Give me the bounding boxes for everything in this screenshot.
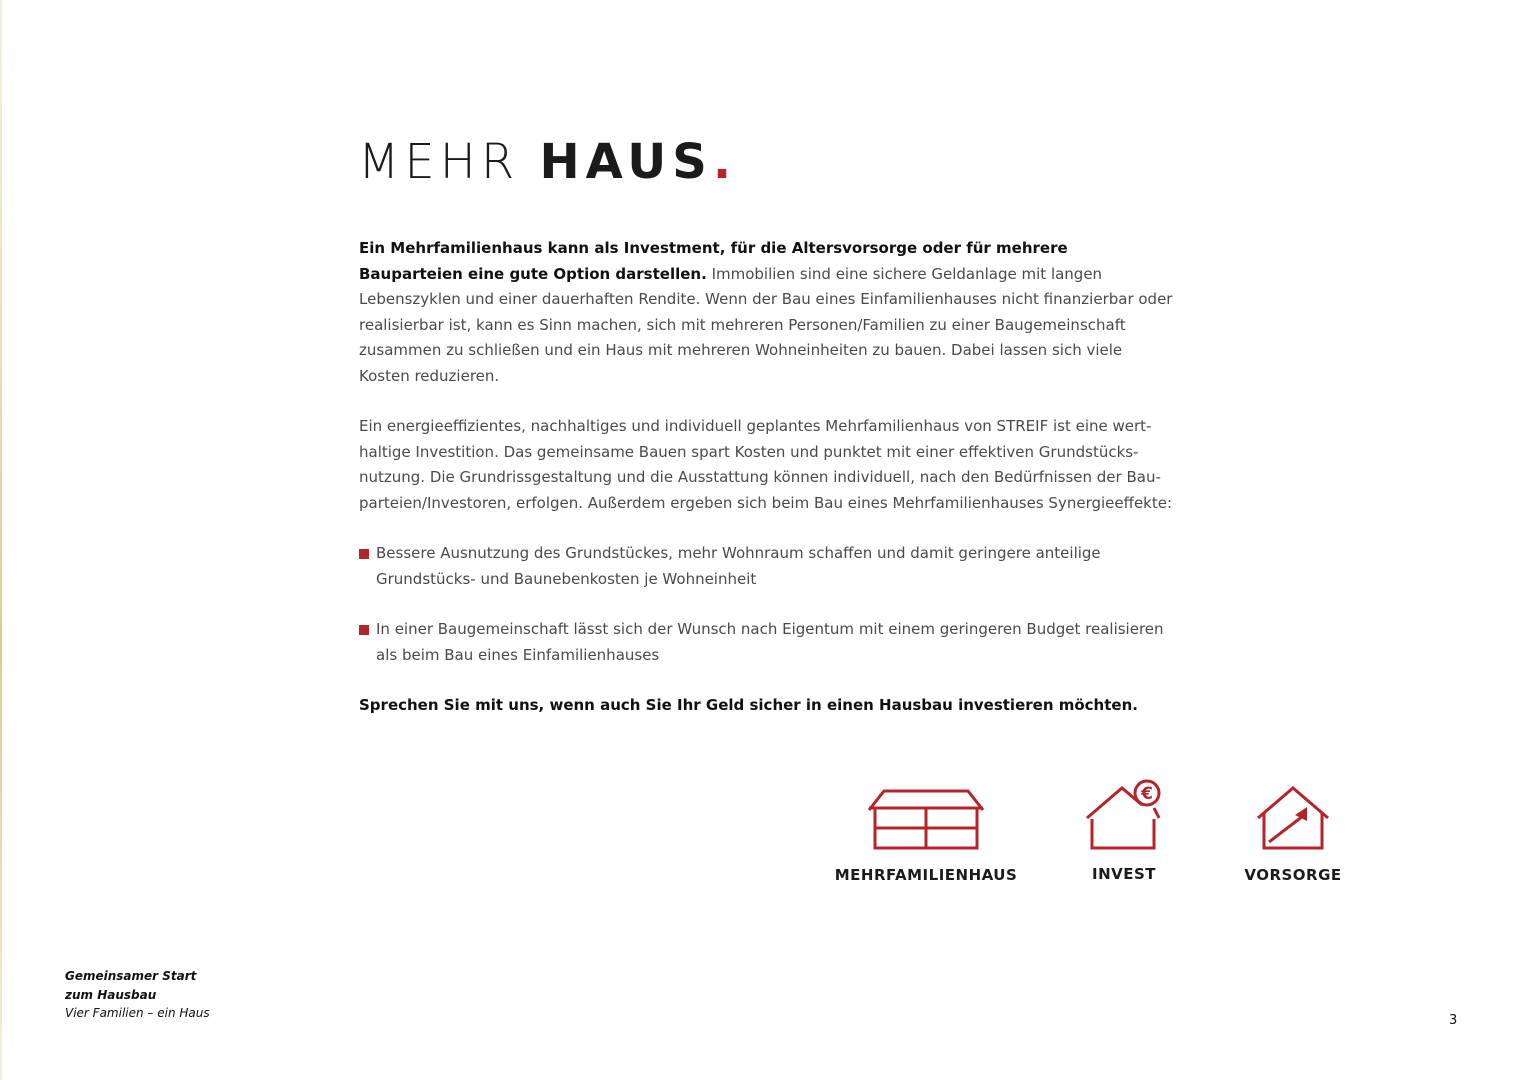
footer-title [65,967,210,1023]
bullet-square-icon [359,625,369,635]
icon-label: MEHRFAMILIENHAUS [834,866,1018,884]
headline-light: MEHR [358,134,520,190]
page-headline [358,134,736,190]
bullet-item [359,617,1174,668]
house-growth-arrow-icon [1255,784,1331,852]
bullet-text: In einer Baugemeinschaft lässt sich der Wunsch nach Eigentum mit einem geringeren Budget realisieren als beim Bau eines Einfamilienhauses [376,620,1164,664]
footer-title-line-1: Gemeinsamer Start [65,969,197,983]
page-number: 3 [1449,1013,1458,1028]
body-text [359,236,1174,719]
apartment-house-icon [866,786,986,852]
icon-block-vorsorge [1233,784,1353,884]
intro-rest: Immobilien sind eine sichere Geldanlage mit langen Lebenszyklen und einer dauerhaften Rendite. Wenn der Bau eines Einfamilienhauses nicht finanzierbar oder realisierbar ist, kann es Sinn machen, sich mit mehreren Personen/Familien zu einer Baugemeinschaft zusammen zu schließen und ein Haus mit mehreren Wohneinheiten zu bauen. Dabei lassen sich viele Kosten reduzieren. [359,264,1173,385]
bullet-item [359,541,1174,592]
icon-label: INVEST [1091,865,1157,883]
icon-label: VORSORGE [1244,866,1342,884]
closing-statement: Sprechen Sie mit uns, wenn auch Sie Ihr Geld sicher in einen Hausbau investieren möchten. [359,696,1138,714]
headline-dot: . [712,134,737,190]
intro-bold: Ein Mehrfamilienhaus kann als Investment, für die Altersvorsorge oder für mehrere Bauparteien eine gute Option darstellen. [359,239,1068,283]
page-edge [0,0,2,1080]
svg-text:€: € [1141,784,1153,804]
bullet-square-icon [359,549,369,559]
icon-block-invest [1064,778,1184,883]
intro-paragraph [359,236,1174,389]
paragraph-2: Ein energieeffizientes, nachhaltiges und individuell geplantes Mehrfamilienhaus von STREIF ist eine werthaltige Investition. Das gemeinsame Bauen spart Kosten und punktet mit einer effektiven Grundstücksnutzung. Die Grundrissgestaltung und die Ausstattung können individuell, nach den Bedürfnissen der Bauparteien/Investoren, erfolgen. Außerdem ergeben sich beim Bau eines Mehrfamilienhauses Synergieeffekte: [359,417,1173,512]
footer-title-line-2: zum Hausbau [65,987,157,1002]
house-euro-icon [1084,778,1164,852]
bullet-text: Bessere Ausnutzung des Grundstückes, mehr Wohnraum schaffen und damit geringere anteilige Grundstücks- und Baunebenkosten je Wohneinheit [376,544,1101,588]
icon-block-mehrfamilienhaus [826,786,1026,884]
headline-bold: HAUS [539,134,713,190]
footer-subtitle: Vier Familien – ein Haus [65,1006,210,1020]
